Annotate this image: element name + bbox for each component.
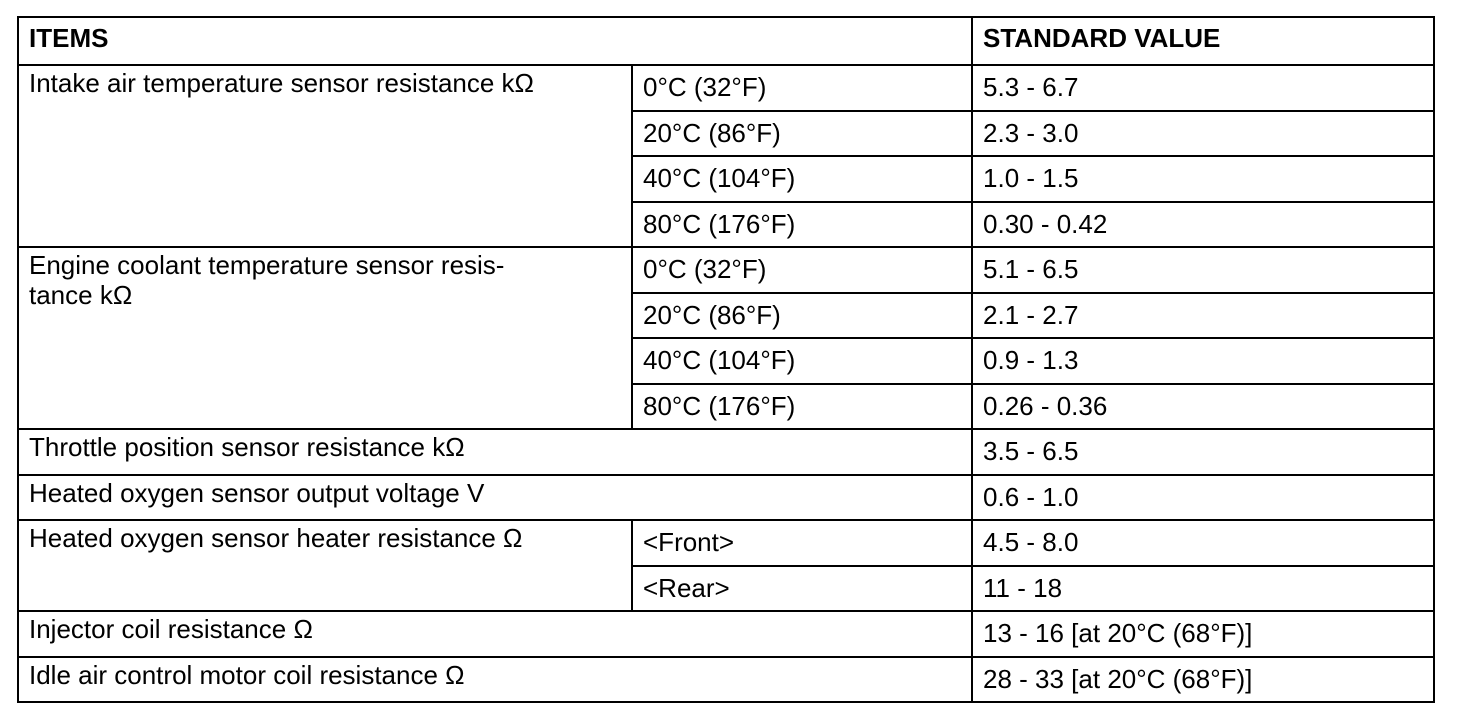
- table-row: [18, 520, 1434, 566]
- value-cell: 1.0 - 1.5: [972, 156, 1434, 202]
- value-cell: 0.26 - 0.36: [972, 384, 1434, 430]
- table-header-row: [18, 17, 1434, 65]
- item-oxygen-heater-resistance: Heated oxygen sensor heater resistance Ω: [18, 520, 632, 611]
- value-cell: 2.3 - 3.0: [972, 111, 1434, 157]
- item-idle-air-control: Idle air control motor coil resistance Ω: [18, 657, 972, 703]
- value-cell: 11 - 18: [972, 566, 1434, 612]
- table-row: [18, 247, 1434, 293]
- value-cell: 0.30 - 0.42: [972, 202, 1434, 248]
- condition-cell: <Rear>: [632, 566, 972, 612]
- condition-cell: 20°C (86°F): [632, 293, 972, 339]
- table-row: [18, 65, 1434, 111]
- condition-cell: 40°C (104°F): [632, 156, 972, 202]
- condition-cell: 20°C (86°F): [632, 111, 972, 157]
- value-cell: 28 - 33 [at 20°C (68°F)]: [972, 657, 1434, 703]
- item-line: Engine coolant temperature sensor resis-: [29, 250, 505, 280]
- table-row: [18, 429, 1434, 475]
- table-row: [18, 611, 1434, 657]
- item-throttle-position: Throttle position sensor resistance kΩ: [18, 429, 972, 475]
- condition-cell: 80°C (176°F): [632, 384, 972, 430]
- value-cell: 5.3 - 6.7: [972, 65, 1434, 111]
- item-intake-air-temp: Intake air temperature sensor resistance kΩ: [18, 65, 632, 247]
- header-standard-value: STANDARD VALUE: [972, 17, 1434, 65]
- item-line: tance kΩ: [29, 280, 133, 310]
- value-cell: 13 - 16 [at 20°C (68°F)]: [972, 611, 1434, 657]
- value-cell: 2.1 - 2.7: [972, 293, 1434, 339]
- standard-value-table: [17, 16, 1435, 703]
- condition-cell: 0°C (32°F): [632, 247, 972, 293]
- condition-cell: <Front>: [632, 520, 972, 566]
- item-injector-coil: Injector coil resistance Ω: [18, 611, 972, 657]
- condition-cell: 0°C (32°F): [632, 65, 972, 111]
- value-cell: 4.5 - 8.0: [972, 520, 1434, 566]
- value-cell: 3.5 - 6.5: [972, 429, 1434, 475]
- item-engine-coolant-temp: [18, 247, 632, 429]
- condition-cell: 40°C (104°F): [632, 338, 972, 384]
- table-row: [18, 657, 1434, 703]
- value-cell: 0.6 - 1.0: [972, 475, 1434, 521]
- item-oxygen-output-voltage: Heated oxygen sensor output voltage V: [18, 475, 972, 521]
- header-items: ITEMS: [18, 17, 972, 65]
- value-cell: 0.9 - 1.3: [972, 338, 1434, 384]
- condition-cell: 80°C (176°F): [632, 202, 972, 248]
- value-cell: 5.1 - 6.5: [972, 247, 1434, 293]
- table-row: [18, 475, 1434, 521]
